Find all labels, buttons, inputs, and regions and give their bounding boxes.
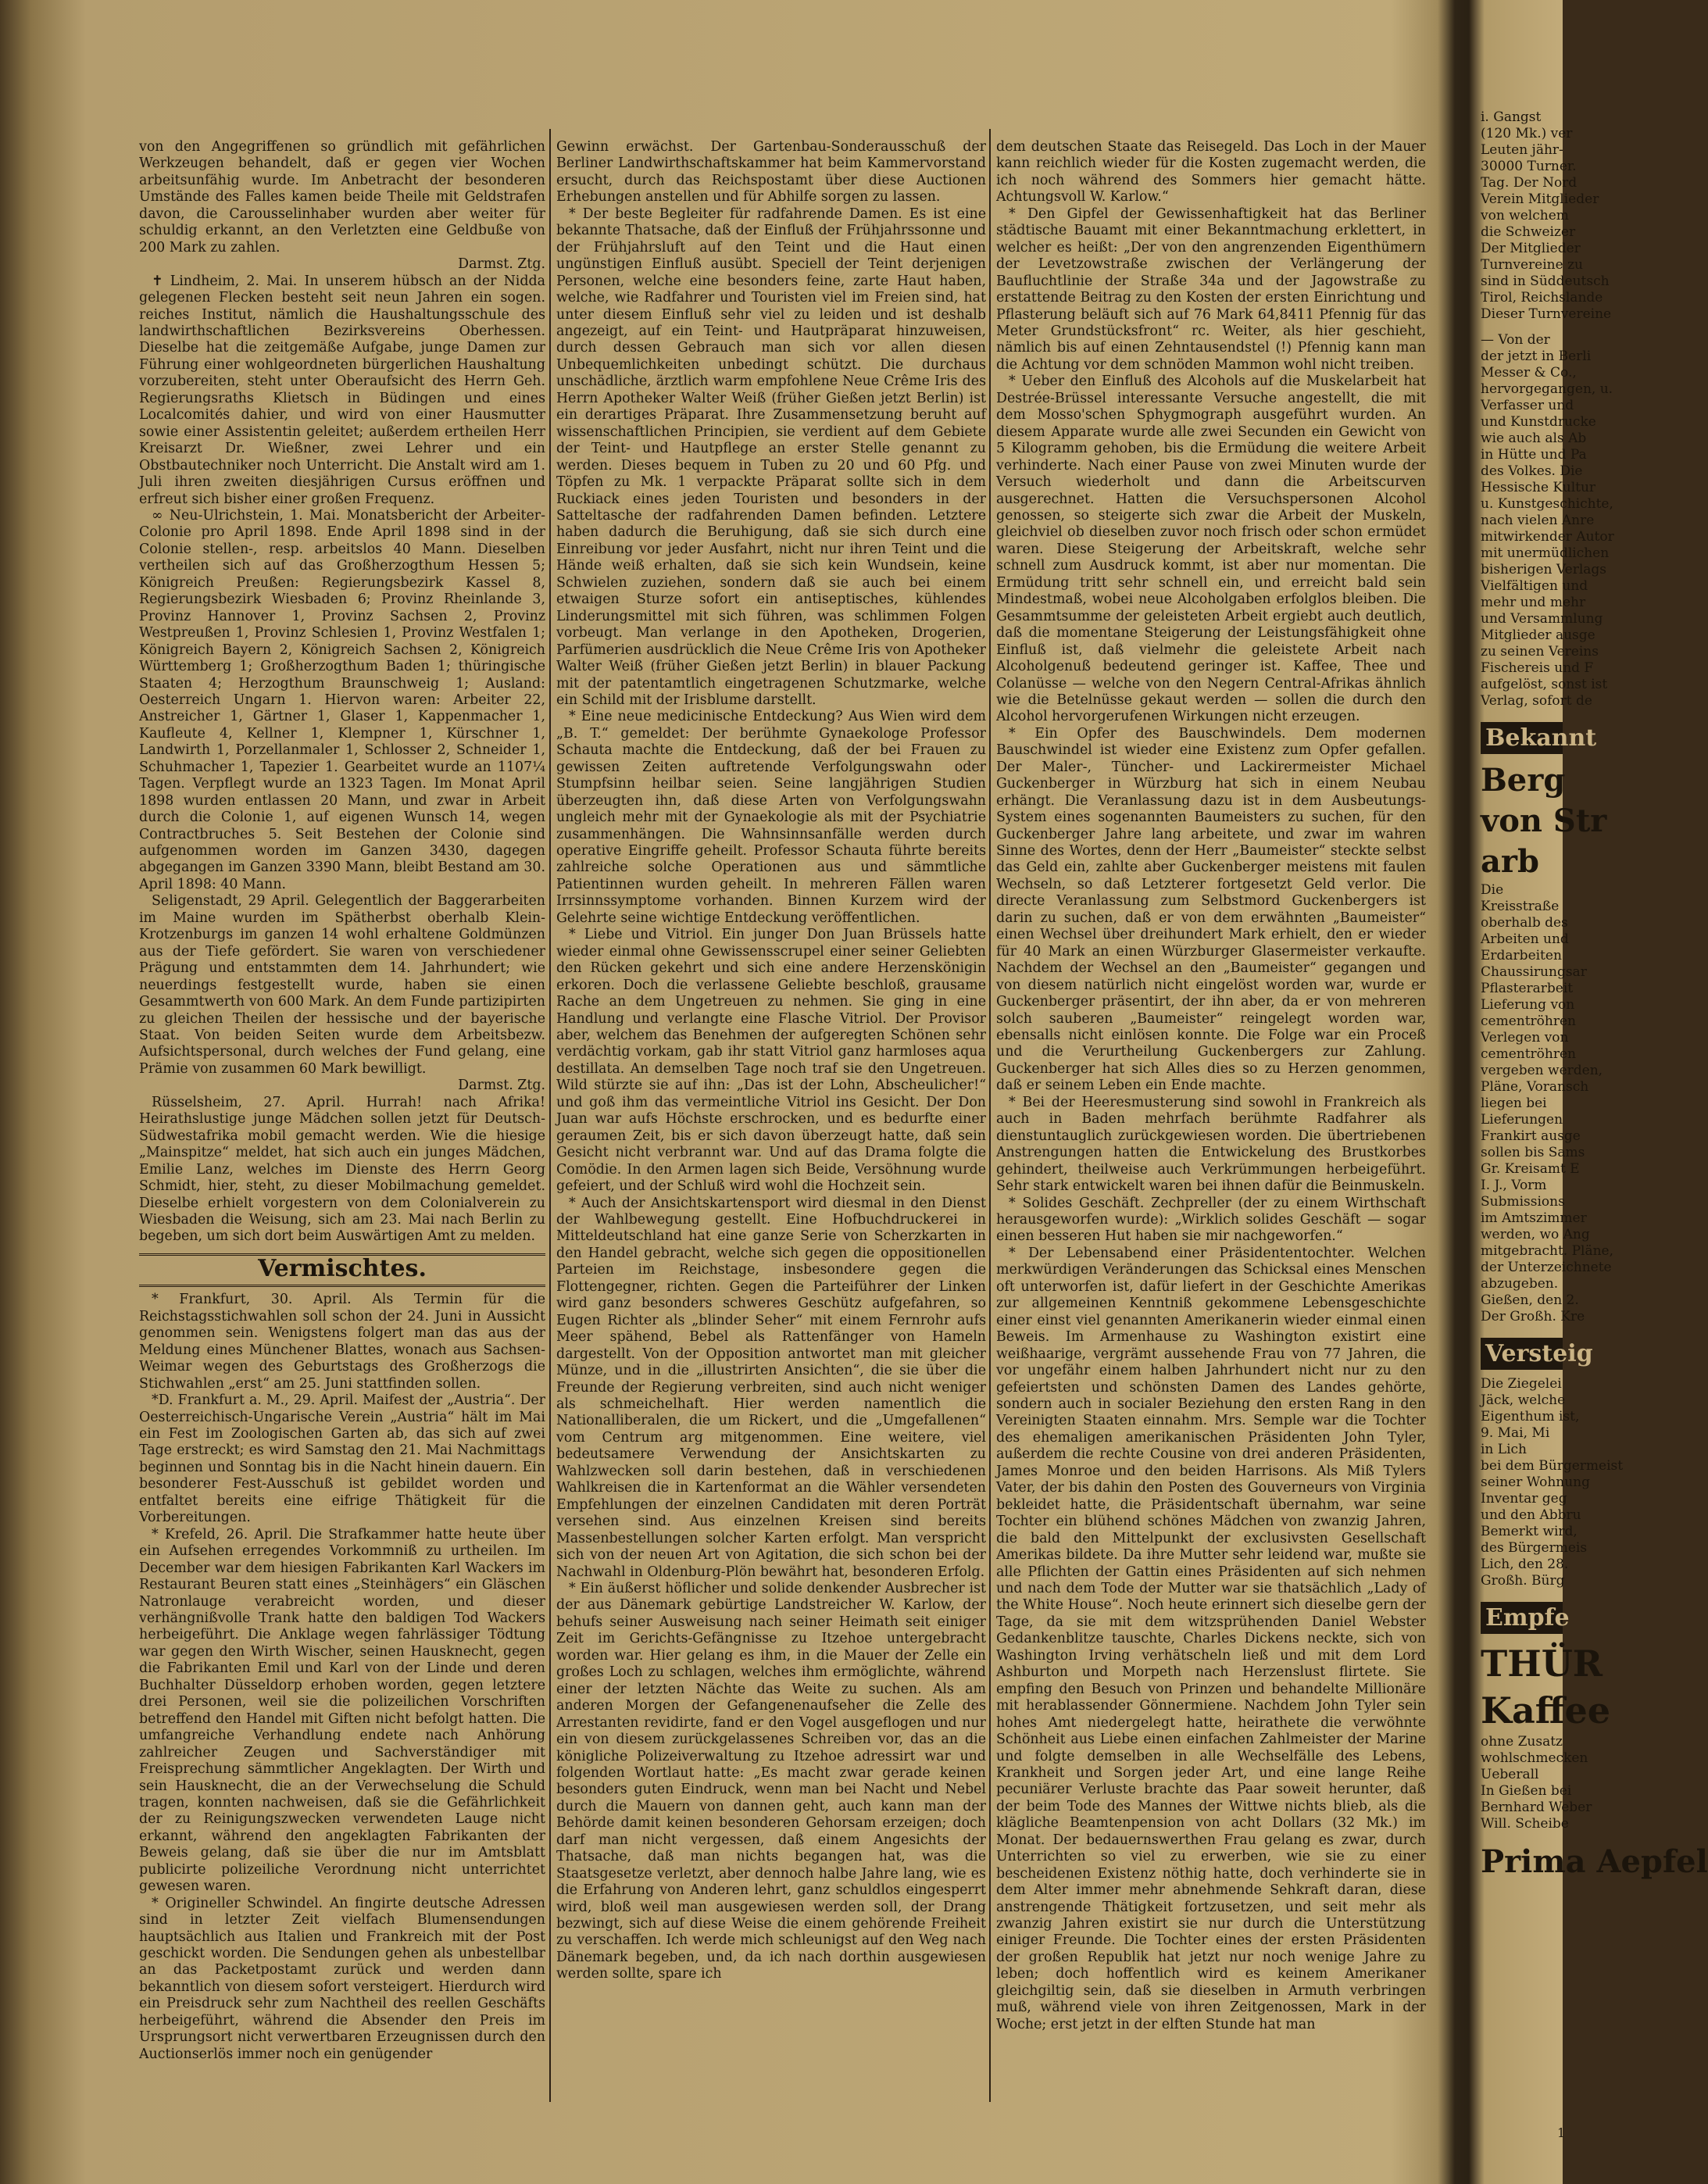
article-paragraph: dem deutschen Staate das Reisegeld. Das Loch in der Mauer kann reichlich wieder für die Kosten zugemacht werden, die ich noch während des Sommers hier gemacht hätte. Achtungsvoll W. Karlow.“ [996, 139, 1426, 206]
strip-line: Verfasser und [1481, 398, 1574, 413]
ad-header-bar: Empfe [1481, 1602, 1563, 1634]
strip-line: — Von der [1481, 332, 1550, 348]
strip-line: Submissions [1481, 1194, 1565, 1210]
column-divider [989, 129, 991, 2102]
column-divider [549, 129, 551, 2102]
source-credit: Darmst. Ztg. [458, 256, 545, 273]
strip-line: vergeben werden, [1481, 1063, 1603, 1078]
strip-line: Großh. Bürg [1481, 1573, 1565, 1589]
strip-line: Die Ziegelei [1481, 1376, 1562, 1392]
strip-line: Dieser Turnvereine [1481, 306, 1612, 322]
strip-line: und Versammlung [1481, 611, 1603, 627]
strip-line: Inventar geg [1481, 1491, 1567, 1507]
article-paragraph: * Der beste Begleiter für radfahrende Damen. Es ist eine bekannte Thatsache, daß der Einfluß der Frühjahrssonne und der Frühjahrsluft auf den Teint und die Haut einen ungünstigen Einfluß ausübt. Speciell der Teint derjenigen Personen, welche eine besonders feine, zarte Haut haben, welche, wie Radfahrer und Touristen viel im Freien sind, hat unter diesem Einfluß sehr viel zu leiden und ist deshalb angezeigt, auf ein Teint- und Hautpräparat hinzuweisen, durch dessen Gebrauch man sich vor allen diesen Unbequemlichkeiten unbedingt schützt. Die durchaus unschädliche, ärztlich warm empfohlene Neue Crême Iris des Herrn Apotheker Walter Weiß (früher Gießen jetzt Berlin) ist ein derartiges Präparat. Ihre Zusammensetzung beruht auf wissenschaftlichen Principien, sie verdient auf dem Gebiete der Teint- und Hautpflege an erster Stelle genannt zu werden. Dieses bequem in Tuben zu 20 und 60 Pfg. und Töpfen zu Mk. 1 verpackte Präparat sollte sich in dem Ruckiack eines jeden Touristen und besonders in der Satteltasche der radfahrenden Damen befinden. Letztere haben dadurch die Beruhigung, daß sie sich durch eine Einreibung vor jeder Ausfahrt, nicht nur ihren Teint und die Hände weiß erhalten, daß sie sich kein Wundsein, keine Schwielen zuziehen, sondern daß sie auch bei einem etwaigen Sturze sofort ein antiseptisches, kühlendes Linderungsmittel mit sich führen, was schlimmen Folgen vorbeugt. Man verlange in den Apotheken, Drogerien, Parfümerien ausdrücklich die Neue Crême Iris von Apotheker Walter Weiß (früher Gießen jetzt Berlin) in blauer Packung mit der patentamtlich eingetragenen Schutzmarke, welche ein Schild mit der Irisblume darstellt. [556, 206, 986, 708]
strip-line: bisherigen Verlags [1481, 562, 1606, 577]
strip-line: Lich, den 28. [1481, 1557, 1569, 1572]
strip-line: u. Kunstgeschichte, [1481, 496, 1613, 512]
strip-line: liegen bei [1481, 1096, 1547, 1111]
strip-line: nach vielen Anre [1481, 513, 1595, 528]
strip-line: abzugeben. [1481, 1276, 1559, 1292]
strip-line: Turnvereine zu [1481, 257, 1583, 273]
strip-line: aufgelöst, sonst ist [1481, 677, 1608, 692]
strip-line: Arbeiten und [1481, 931, 1569, 947]
strip-line: und den Abbru [1481, 1507, 1581, 1523]
strip-line: die Schweizer [1481, 224, 1576, 240]
strip-line: werden, wo Ang [1481, 1227, 1590, 1242]
strip-line: der Unterzeichnete [1481, 1260, 1612, 1275]
article-paragraph: * Frankfurt, 30. April. Als Termin für die Reichstagsstichwahlen soll schon der 24. Juni in Aussicht genommen sein. Wenigstens folgert man das aus der Meldung eines Münchener Blattes, wonach aus Sachsen-Weimar wegen des Geburtstags des Großherzogs die Stichwahlen „erst“ am 25. Juni stattfinden sollen. [139, 1292, 545, 1392]
strip-line: seiner Wohnung [1481, 1474, 1590, 1490]
strip-line: (120 Mk.) ver [1481, 126, 1573, 141]
article-paragraph: ∞ Neu-Ulrichstein, 1. Mai. Monatsbericht der Arbeiter-Colonie pro April 1898. Ende April 1898 sind in der Colonie stellen-, resp. arbeitslos 40 Mann. Dieselben vertheilen sich auf das Großherzogthum Hessen 5; Königreich Preußen: Regierungsbezirk Kassel 8, Regierungsbezirk Wiesbaden 6; Provinz Rheinlande 3, Provinz Hannover 1, Provinz Sachsen 2, Provinz Westpreußen 1, Provinz Schlesien 1, Provinz Westfalen 1; Königreich Bayern 2, Königreich Sachsen 2, Königreich Württemberg 1; Großherzogthum Baden 1; thüringische Staaten 4; Herzogthum Braunschweig 1; Ausland: Oesterreich Ungarn 1. Hiervon waren: Arbeiter 22, Anstreicher 1, Gärtner 1, Glaser 1, Kappenmacher 1, Kaufleute 4, Kellner 1, Klempner 1, Kürschner 1, Landwirth 1, Porzellanmaler 1, Schlosser 2, Schneider 1, Schuhmacher 1, Tapezier 1. Gearbeitet wurde an 1107¼ Tagen. Verpflegt wurde an 1323 Tagen. Im Monat April 1898 wurden entlassen 20 Mann, und zwar in Arbeit durch die Colonie 1, auf eigenen Wunsch 14, wegen Contractbruches 5. Seit Bestehen der Colonie sind aufgenommen worden im Ganzen 3430, dagegen abgegangen im Ganzen 3390 Mann, bleibt Bestand am 30. April 1898: 40 Mann. [139, 507, 545, 892]
strip-line: wohlschmecken [1481, 1750, 1588, 1766]
strip-line: Verlag, sofort de [1481, 693, 1592, 709]
strip-line: Gießen, den 2. [1481, 1292, 1579, 1308]
ad-header-bar: Versteig [1481, 1338, 1563, 1370]
article-paragraph: * Auch der Ansichtskartensport wird diesmal in den Dienst der Wahlbewegung gestellt. Eine Hofbuchdruckerei in Mitteldeutschland hat eine ganze Serie von Scherzkarten in den Handel gebracht, welche sich gegen die oppositionellen Parteien im Reichstage, insbesondere gegen die Flottengegner, richten. Gegen die Parteiführer der Linken wird ganz besonders schweres Geschütz aufgefahren, so Eugen Richter als „blinder Seher“ mit einem Fernrohr aufs Meer spähend, Bebel als Rattenfänger von Hameln dargestellt. Von der Opposition antwortet man mit gleicher Münze, und in die „illustrirten Ansichten“, die sie über die Freunde der Regierung verbreiten, sind auch nicht weniger als schmeichelhaft. Hier werden namentlich die Nationalliberalen, die um Rickert, und die „Umgefallenen“ vom Centrum arg mitgenommen. Eine weitere, viel bedeutsamere Verwendung der Ansichtskarten zu Wahlzwecken soll darin bestehen, daß in verschiedenen Wahlkreisen die in Kartenformat an die Wähler versendeten Empfehlungen der einzelnen Candidaten mit deren Porträt versehen sind. Aus einzelnen Kreisen sind bereits Massenbestellungen solcher Karten erfolgt. Man verspricht sich von der neuen Art von Agitation, die sich schon bei der Nachwahl in Oldenburg-Plön bewährt hat, besonderen Erfolg. [556, 1195, 986, 1580]
strip-line: mitwirkender Autor [1481, 529, 1614, 545]
strip-line: cementröhren [1481, 1013, 1576, 1029]
strip-line: 30000 Turner. [1481, 159, 1577, 174]
strip-line: Mitglieder ausge [1481, 627, 1595, 643]
strip-line: Lieferung von [1481, 997, 1575, 1013]
strip-line: in Lich [1481, 1442, 1527, 1457]
strip-line: Chaussirungsar [1481, 964, 1587, 980]
source-credit: Darmst. Ztg. [458, 1078, 545, 1094]
strip-line: bei dem Bürgermeist [1481, 1458, 1624, 1474]
ad-headline: Prima Aepfel [1481, 1843, 1708, 1880]
strip-line: Will. Scheibe [1481, 1816, 1569, 1832]
article-paragraph: von den Angegriffenen so gründlich mit gefährlichen Werkzeugen behandelt, daß er gegen vier Wochen arbeitsunfähig wurde. Im Anbetracht der besonderen Umstände des Falles kamen beide Theile mit Geldstrafen davon, die Carousselinhaber wurden aber weiter für schuldig erkannt, an den Verletzten eine Geldbuße von 200 Mark zu zahlen. [139, 139, 545, 256]
strip-line: sind in Süddeutsch [1481, 273, 1610, 289]
strip-line: wie auch als Ab [1481, 431, 1587, 446]
strip-line: Kreisstraße [1481, 899, 1560, 914]
article-paragraph: * Solides Geschäft. Zechpreller (der zu einem Wirthschaft herausgeworfen wurde): „Wirklich solides Geschäft — sogar einen besseren Hut haben sie mir nachgeworfen.“ [996, 1195, 1426, 1245]
article-paragraph: * Ueber den Einfluß des Alcohols auf die Muskelarbeit hat Destrée-Brüssel interessante Versuche angestellt, die mit dem Mosso'schen Sphygmograph ausgeführt wurden. An diesem Apparate wurde alle zwei Secunden ein Gewicht von 5 Kilogramm gehoben, bis die Ermüdung die weitere Arbeit verhinderte. Nach einer Pause von zwei Minuten wurde der Versuch wiederholt und dann die Arbeitscurven ausgerechnet. Hatten die Versuchspersonen Alcohol genossen, so steigerte sich zwar die Arbeit der Muskeln, gleichviel ob dieselben zuvor noch frisch oder schon ermüdet waren. Diese Steigerung der Arbeitskraft, welche sehr schnell zum Ausdruck kommt, ist aber nur momentan. Die Ermüdung tritt sehr schnell ein, und erreicht bald sein Mindestmaß, wobei neue Alcoholgaben erfolglos bleiben. Die Gesammtsumme der geleisteten Arbeit ergiebt auch deutlich, daß die momentane Steigerung der Leistungsfähigkeit ohne Einfluß ist, daß vielmehr die geleistete Arbeit nach Alcoholgenuß bedeutend geringer ist. Kaffee, Thee und Colanüsse — welche von den Negern Central-Afrikas ähnlich wie die Betelnüsse gekaut werden — sollen die durch den Alcohol hervorgerufenen Wirkungen nicht erzeugen. [996, 374, 1426, 725]
strip-line: Lieferungen [1481, 1112, 1563, 1128]
strip-line: Ueberall [1481, 1767, 1539, 1782]
strip-line: Vielfältigen und [1481, 578, 1588, 594]
strip-line: Jäck, welche [1481, 1392, 1566, 1408]
strip-line: Hessische Kultur [1481, 480, 1596, 495]
strip-line: i. Gangst [1481, 109, 1542, 125]
article-paragraph: * Den Gipfel der Gewissenhaftigkeit hat das Berliner städtische Bauamt mit einer Bekanntmachung erklettert, in welcher es heißt: „Der von den angrenzenden Eigenthümern der Levetzowstraße zwischen der Verlängerung der Baufluchtlinie der Straße 34a und der Jagowstraße zu erstattende Beitrag zu den Kosten der ersten Einrichtung und Pflasterung beläuft sich auf 76 Mark 64,8411 Pfennig für das Meter Grundstücksfront“ rc. Weiter, als hier geschieht, nämlich bis auf einen Zehntausendstel (!) Pfennig kann man die Achtung vor dem schnöden Mammon wohl nicht treiben. [996, 206, 1426, 373]
article-paragraph: Gewinn erwächst. Der Gartenbau-Sonderausschuß der Berliner Landwirthschaftskammer hat beim Kammervorstand ersucht, durch das Reichspostamt über diese Auctionen Erhebungen anstellen und für Abhilfe sorgen zu lassen. [556, 139, 986, 206]
strip-line: von welchem [1481, 208, 1569, 223]
strip-line: Messer & Co., [1481, 365, 1577, 381]
strip-line: In Gießen bei [1481, 1783, 1572, 1799]
section-heading: Vermischtes. [258, 1254, 427, 1282]
strip-line: Verlegen von [1481, 1030, 1569, 1046]
strip-line: oberhalb des [1481, 915, 1568, 931]
strip-line: Verein Mitglieder [1481, 191, 1599, 207]
column-middle [556, 139, 986, 2102]
article-paragraph: * Der Lebensabend einer Präsidententochter. Welchen merkwürdigen Veränderungen das Schicksal eines Menschen oft unterworfen ist, dafür liefert in der Geschichte Amerikas zur allgemeinen Kenntniß gekommene Lebensgeschichte einer einst viel genannten Amerikanerin wieder einmal einen Beweis. Im Armenhause zu Washington existirt eine weißhaarige, vergrämt aussehende Frau von 77 Jahren, die vor ungefähr einem halben Jahrhundert nicht nur zu den gefeiertsten und schönsten Damen des Landes gehörte, sondern auch in socialer Beziehung den ersten Rang in den Vereinigten Staaten einnahm. Mrs. Semple war die Tochter des ehemaligen amerikanischen Präsidenten John Tyler, außerdem die rechte Cousine von drei anderen Präsidenten, James Monroe und den beiden Harrisons. Als Miß Tylers Vater, der bis dahin den Posten des Gouverneurs von Virginia bekleidet hatte, die Präsidentschaft übernahm, war seine Tochter ein blühend schönes Mädchen von zwanzig Jahren, die bald den Mittelpunkt der exclusivsten Gesellschaft Amerikas bildete. Da ihre Mutter sehr leidend war, mußte sie alle Pflichten der Gattin eines Präsidenten auf sich nehmen und nach dem Tode der Mutter war sie thatsächlich „Lady of the White House“. Noch heute erinnert sich dieselbe gern der Tage, da sie mit dem witzsprühenden Daniel Webster Gedankenblitze tauschte, Charles Dickens neckte, sich von Washington Irving verhätscheln ließ und mit dem Lord Ashburton und Morpeth nach Herzenslust flirtete. Sie empfing den Besuch von Prinzen und behandelte Millionäre mit herablassender Gönnermiene. Nachdem John Tyler sein hohes Amt niedergelegt hatte, heirathete die verwöhnte Schönheit aus Liebe einen einfachen Zahlmeister der Marine und folgte demselben in alle Wechselfälle des Lebens, Krankheit und Sorgen jeder Art, und eine lange Reihe pecuniärer Verluste brachte das Paar soweit herunter, daß der beim Tode des Mannes der Wittwe nichts blieb, als die klägliche Beamtenpension von acht Dollars (32 Mk.) im Monat. Der bedauernswerthen Frau gelang es zwar, durch Unterrichten so viel zu erwerben, wie sie zu einer bescheidenen Existenz nöthig hatte, doch verhinderte sie in dem Alter immer mehr abnehmende Sehkraft daran, diese anstrengende Thätigkeit fortzusetzen, und seit mehr als zwanzig Jahren existirt sie nur durch die Unterstützung einiger Freunde. Die Tochter eines der ersten Präsidenten der großen Republik hat jetzt nur noch wenige Jahre zu leben; doch hoffentlich wird es keinem Amerikaner gleichgiltig sein, daß sie dieselben in Armuth verbringen muß, während viele von ihren Zeitgenossen, Mark in der Woche; erst jetzt in der elften Stunde hat man [996, 1245, 1426, 2032]
strip-line: 9. Mai, Mi [1481, 1425, 1550, 1441]
strip-line: Tirol, Reichslande [1481, 290, 1603, 306]
strip-line: Erdarbeiten [1481, 948, 1562, 963]
strip-line: der jetzt in Berli [1481, 349, 1592, 364]
strip-line: Leuten jähr- [1481, 142, 1563, 158]
strip-line: in Hütte und Pa [1481, 447, 1587, 463]
ad-headline: arb [1481, 843, 1539, 880]
strip-line: sollen bis Sams [1481, 1145, 1585, 1160]
strip-line: Pflasterarbeit [1481, 981, 1574, 996]
ad-headline: von Str [1481, 802, 1607, 839]
strip-line: mit unermüdlichen [1481, 545, 1610, 561]
strip-line: Der Großh. Kre [1481, 1309, 1585, 1324]
article-paragraph: * Krefeld, 26. April. Die Strafkammer hatte heute über ein Aufsehen erregendes Vorkommniß zu urtheilen. Im December war dem hiesigen Fabrikanten Karl Wackers im Restaurant Beuren statt eines „Steinhägers“ ein Gläschen Natronlauge verabreicht worden, und dieser verhängnißvolle Trank hatte den baldigen Tod Wackers herbeigeführt. Die Anklage wegen fahrlässiger Tödtung war gegen den Wirth Wischer, seinen Hausknecht, gegen die Fabrikanten Emil und Karl von der Linde und deren Buchhalter Düsseldorp erhoben worden, gegen letztere drei Personen, weil sie die polizeilichen Vorschriften betreffend den Handel mit Giften nicht befolgt hatten. Die umfangreiche Verhandlung endete nach Anhörung zahlreicher Zeugen und Sachverständiger mit Freisprechung sämmtlicher Angeklagten. Der Wirth und sein Hausknecht, die an der Verwechselung die Schuld tragen, konnten nachweisen, daß sie die Gefährlichkeit der zu Reinigungszwecken verwendeten Lauge nicht erkannt, während den angeklagten Fabrikanten der Beweis gelang, daß sie über die nur im Amtsblatt publicirte polizeiliche Verordnung nicht unterrichtet gewesen waren. [139, 1526, 545, 1895]
page-number: 1 [1557, 2125, 1566, 2140]
strip-line: Frankirt ausge [1481, 1128, 1581, 1144]
strip-line: mitgebracht. Pläne, [1481, 1243, 1614, 1259]
article-paragraph: * Eine neue medicinische Entdeckung? Aus Wien wird dem „B. T.“ gemeldet: Der berühmte Gynaekologe Professor Schauta machte die Entdeckung, daß der bei Frauen zu gewissen Zeiten auftretende Verfolgungswahn oder Stumpfsinn heilbar seien. Seine langjährigen Studien überzeugten ihn, daß diese Arten von Verfolgungswahn ungleich mehr mit der Gynaekologie als mit der Psychiatrie zusammenhängen. Die Wahnsinnsanfälle werden durch operative Eingriffe geheilt. Professor Schauta führte bereits zahlreiche solche Operationen aus und sämmtliche Patientinnen wurden geheilt. In mehreren Fällen waren Irrsinnssymptome vorhanden. Binnen Kurzem wird der Gelehrte seine wichtige Entdeckung veröffentlichen. [556, 709, 986, 926]
article-paragraph: * Origineller Schwindel. An fingirte deutsche Adressen sind in letzter Zeit vielfach Blumensendungen hauptsächlich aus Italien und Frankreich mit der Post geschickt worden. Die Sendungen gehen als unbestellbar an das Packetpostamt zurück und werden dann bekanntlich von diesem sofort versteigert. Hierdurch wird ein Preisdruck sehr zum Nachtheil des reellen Geschäfts herbeigeführt, während die Absender den Preis im Ursprungsort nicht verwertbaren Erzeugnissen durch den Auctionserlös immer noch ein genügender [139, 1895, 545, 2062]
strip-line: Der Mitglieder [1481, 241, 1581, 256]
article-paragraph: * Bei der Heeresmusterung sind sowohl in Frankreich als auch in Baden mehrfach berühmte Radfahrer als dienstuntauglich zurückgewiesen worden. Die übertriebenen Anstrengungen hatten die Entwickelung des Brustkorbes gehindert, theilweise auch Verkrümmungen herbeigeführt. Sehr stark entwickelt waren bei ihnen dafür die Beinmuskeln. [996, 1094, 1426, 1195]
article-paragraph: * Liebe und Vitriol. Ein junger Don Juan Brüssels hatte wieder einmal ohne Gewissensscrupel einer seiner Geliebten den Rücken gekehrt und sich eine andere Herzenskönigin erkoren. Doch die verlassene Geliebte beschloß, grausame Rache an dem Ungetreuen zu nehmen. Sie ging in eine Handlung und verlangte eine Flasche Vitriol. Der Provisor aber, welchem das Benehmen der aufgeregten Schönen sehr verdächtig vorkam, gab ihr statt Vitriol ganz harmloses aqua destillata. An demselben Tage noch traf sie den Ungetreuen. Wild stürzte sie auf ihn: „Das ist der Lohn, Abscheulicher!“ und goß ihm das vermeintliche Vitriol ins Gesicht. Der Don Juan war aufs Höchste erschrocken, und es bedurfte einer geraumen Zeit, bis er sich davon überzeugt hatte, daß sein Gesicht nicht verbrannt war. Und auf das Drama folgte die Comödie. In den Armen lagen sich Beide, Versöhnung wurde gefeiert, und der Schluß wird wohl die Hochzeit sein. [556, 927, 986, 1195]
strip-line: Tag. Der Nord [1481, 175, 1578, 191]
article-paragraph: * Ein Opfer des Bauschwindels. Dem modernen Bauschwindel ist wieder eine Existenz zum Opfer gefallen. Der Maler-, Tüncher- und Lackirermeister Michael Guckenberger in Würzburg hat sich in einem Neubau erhängt. Die Veranlassung dazu ist in dem Ausbeutungs-System eines sogenannten Baumeisters zu suchen, für den Guckenberger Jahre lang arbeitete, und zwar im wahren Sinne des Wortes, denn der Herr „Baumeister“ steckte selbst das Geld ein, zahlte aber Guckenberger meistens mit faulen Wechseln, so daß Letzterer fortgesetzt Geld verlor. Die directe Veranlassung zum Selbstmord Guckenbergers ist darin zu suchen, daß er von dem erwähnten „Baumeister“ einen Wechsel über dreihundert Mark erhielt, den er wieder für 40 Mark an einen Würzburger Glasermeister verkaufte. Nachdem der Wechsel an den „Baumeister“ gegangen und von diesem natürlich nicht eingelöst worden war, wurde er Guckenberger präsentirt, der ihn aber, da er von mehreren solch sauberen „Baumeister“ reingelegt worden war, ebensalls nicht einlösen konnte. Die Folge war ein Proceß und die Verurtheilung Guckenbergers zur Zahlung. Guckenberger hat sich Alles dies so zu Herzen genommen, daß er seinem Leben ein Ende machte. [996, 725, 1426, 1094]
article-paragraph: Seligenstadt, 29 April. Gelegentlich der Baggerarbeiten im Maine wurden im Spätherbst oberhalb Klein-Krotzenburgs im ganzen 14 wohl erhaltene Goldmünzen aus der Tiefe gefördert. Sie waren von verschiedener Prägung und entstammten dem 14. Jahrhundert; wie neuerdings festgestellt wurde, haben sie einen Gesammtwerth von 600 Mark. An dem Funde partizipirten zu gleichen Theilen der hessische und der bayerische Staat. Von beiden Seiten wurde dem Arbeitsbezw. Aufsichtspersonal, durch welches der Fund gelang, eine Prämie von zusammen 60 Mark bewilligt. [139, 893, 545, 1077]
article-paragraph: *D. Frankfurt a. M., 29. April. Maifest der „Austria“. Der Oesterreichisch-Ungarische Verein „Austria“ hält im Mai ein Fest im Zoologischen Garten ab, das sich auf zwei Tage erstreckt; es wird Samstag den 21. Mai Nachmittags beginnen und Sonntag bis in die Nacht hinein dauern. Ein besonderer Fest-Ausschuß ist gebildet worden und entfaltet bereits eine eifrige Thätigkeit für die Vorbereitungen. [139, 1392, 545, 1526]
article-paragraph: Rüsselsheim, 27. April. Hurrah! nach Afrika! Heirathslustige junge Mädchen sollen jetzt für Deutsch-Südwestafrika mobil gemacht werden. Wie die hiesige „Mainspitze“ meldet, hat sich auch ein junges Mädchen, Emilie Lanz, welches im Dienste des Herrn Georg Schmidt, hier, steht, zu dieser Mobilmachung gemeldet. Dieselbe erhielt vorgestern von dem Colonialverein zu Wiesbaden die Weisung, sich am 23. Mai nach Berlin zu begeben, um sich dort beim Auswärtigen Amt zu melden. [139, 1094, 545, 1245]
strip-line: Bernhard Weber [1481, 1800, 1592, 1815]
strip-line: Pläne, Voransch [1481, 1079, 1589, 1095]
strip-line: cementröhren [1481, 1046, 1576, 1062]
strip-line: zu seinen Vereins [1481, 644, 1599, 659]
strip-line: Bemerkt wird, [1481, 1524, 1578, 1539]
column-right [996, 139, 1426, 2102]
ad-brand: THÜR [1481, 1642, 1603, 1685]
article-paragraph: * Ein äußerst höflicher und solide denkender Ausbrecher ist der aus Dänemark gebürtige Landstreicher W. Karlow, der behufs seiner Ausweisung nach seiner Heimath seit einiger Zeit im Gerichts-Gefängnisse zu Itzehoe untergebracht worden war. Hier gelang es ihm, in die Mauer der Zelle ein großes Loch zu schlagen, welches ihm ermöglichte, während einer der letzten Nächte das Weite zu suchen. Als am anderen Morgen der Gefangenenaufseher die Zelle des Arrestanten revidirte, fand er den Vogel ausgeflogen und nur ein von diesem zurückgelassenes Schreiben vor, das an die königliche Polizeiverwaltung zu Itzehoe adressirt war und folgenden Wortlaut hatte: „Es macht zwar gerade keinen besonders guten Eindruck, wenn man bei Nacht und Nebel durch die Mauern von dannen geht, auch kann man der Behörde damit keinen besonderen Gehorsam erzeigen; doch darf man nicht vergessen, daß einem Angesichts der Thatsache, daß man nichts begangen hat, was die Staatsgesetze verletzt, aber dennoch halbe Jahre lang, wie es die Erfahrung von Anderen lehrt, ganz schuldlos eingesperrt wird, bloß weil man ausgewiesen werden soll, der Drang bezwingt, sich auf diese Weise die einem gehörende Freiheit zu verschaffen. Ich werde mich schleunigst auf den Weg nach Dänemark begeben, und, da ich nach dorthin ausgewiesen werden sollte, spare ich [556, 1580, 986, 1982]
adjacent-page-strip [1481, 109, 1708, 2067]
section-rule [139, 1285, 545, 1287]
strip-line: Eigenthum ist, [1481, 1409, 1580, 1424]
ad-header-bar: Bekannt [1481, 722, 1563, 754]
strip-line: im Amtszimmer [1481, 1210, 1587, 1226]
strip-line: des Bürgermeis [1481, 1540, 1588, 1556]
strip-line: Gr. Kreisamt E [1481, 1161, 1580, 1177]
ad-brand: Kaffee [1481, 1689, 1611, 1732]
strip-line: ohne Zusatz [1481, 1734, 1563, 1750]
article-paragraph: ✝ Lindheim, 2. Mai. In unserem hübsch an der Nidda gelegenen Flecken besteht seit neun Jahren ein sogen. reiches Institut, nämlich die Haushaltungsschule des landwirthschaftlichen Bezirksvereins Oberhessen. Dieselbe hat die zeitgemäße Aufgabe, junge Damen zur Führung einer wohlgeordneten bürgerlichen Haushaltung vorzubereiten, steht unter Oberaufsicht des Herrn Geh. Regierungsraths Klietsch in Büdingen und eines Localcomités dahier, und wird von einer Hausmutter sowie einer Assistentin geleitet; außerdem ertheilen Herr Kreisarzt Dr. Wießner, zwei Lehrer und ein Obstbautechniker noch Unterricht. Die Anstalt wird am 1. Juli ihren zweiten diesjährigen Cursus eröffnen und erfreut sich bisher einer großen Frequenz. [139, 273, 545, 507]
strip-line: des Volkes. Die [1481, 463, 1583, 479]
strip-line: mehr und mehr [1481, 595, 1586, 610]
strip-line: Die [1481, 882, 1504, 898]
strip-line: hervorgegangen, u. [1481, 381, 1613, 397]
strip-line: I. J., Vorm [1481, 1178, 1547, 1193]
ad-headline: Berg [1481, 762, 1566, 799]
strip-line: und Kunstdrucke [1481, 414, 1596, 430]
column-left [139, 139, 545, 2102]
strip-line: Fischereis und F [1481, 660, 1594, 676]
